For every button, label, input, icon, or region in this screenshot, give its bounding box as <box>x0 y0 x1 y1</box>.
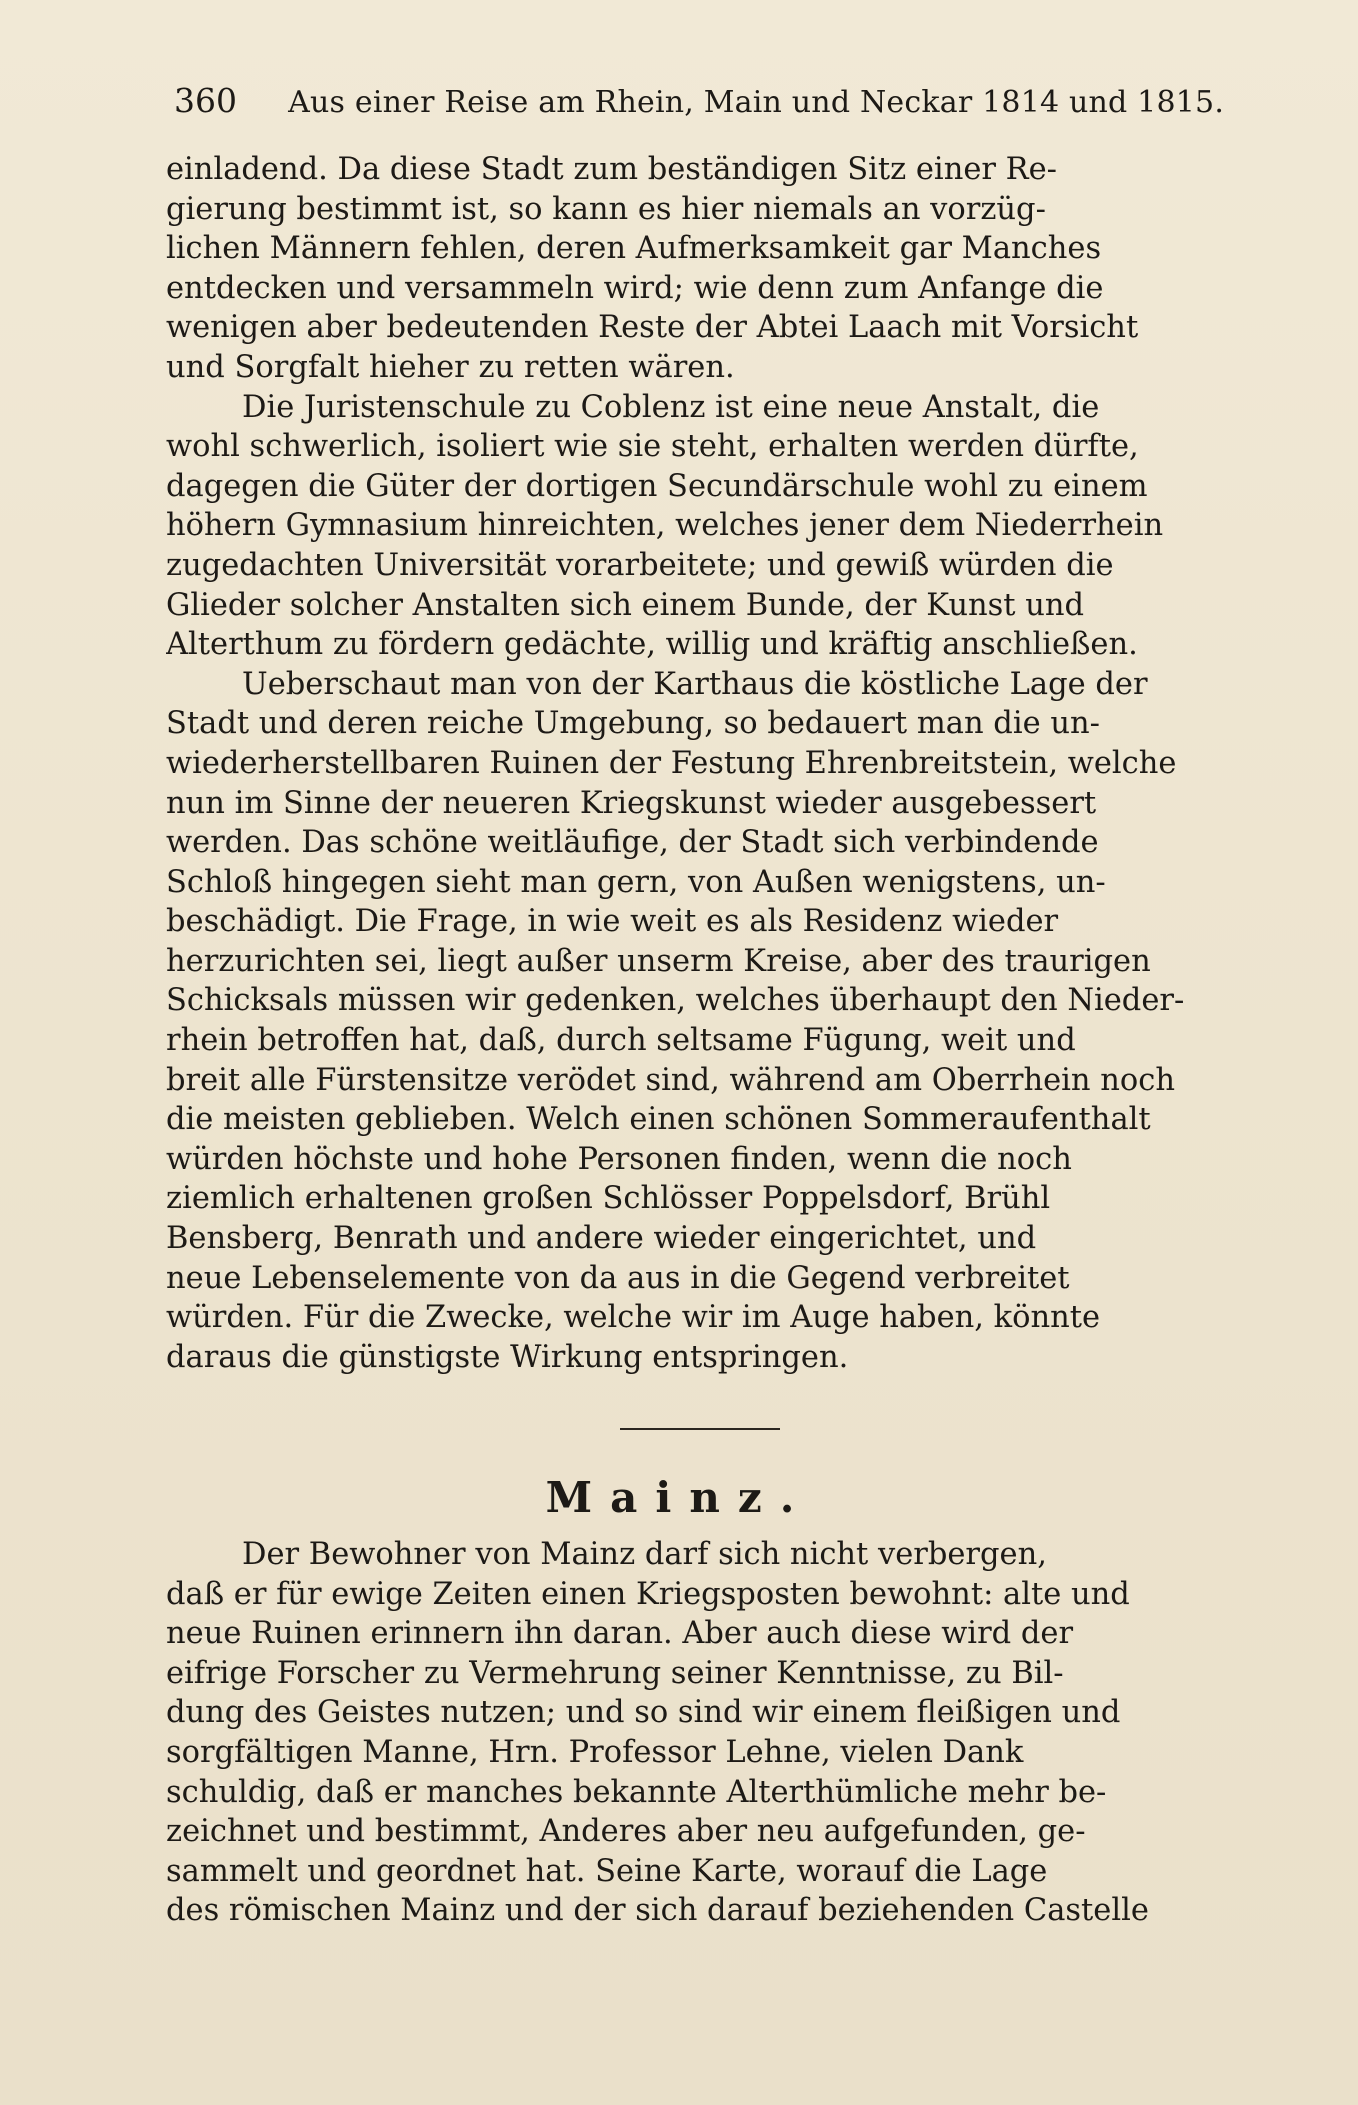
text-line: zugedachten Universität vorarbeitete; und gewiß würden die <box>166 547 1114 583</box>
text-line: Bensberg, Benrath und andere wieder eingerichtet, und <box>166 1221 1037 1257</box>
text-line: beschädigt. Die Frage, in wie weit es als Residenz wieder <box>166 904 1059 940</box>
text-line: neue Lebenselemente von da aus in die Gegend verbreitet <box>166 1260 1070 1296</box>
text-line: Schloß hingegen sieht man gern, von Außen wenigstens, un- <box>166 864 1106 900</box>
text-line: wohl schwerlich, isoliert wie sie steht, erhalten werden dürfte, <box>166 429 1139 465</box>
text-line: ziemlich erhaltenen großen Schlösser Poppelsdorf, Brühl <box>166 1181 1051 1217</box>
text-line: neue Ruinen erinnern ihn daran. Aber auch diese wird der <box>166 1616 1074 1652</box>
text-line: rhein betroffen hat, daß, durch seltsame Fügung, weit und <box>166 1023 1076 1059</box>
text-line: einladend. Da diese Stadt zum beständigen Sitz einer Re- <box>166 152 1057 187</box>
page-number: 360 <box>174 81 237 120</box>
text-line: Die Juristenschule zu Coblenz ist eine neue Anstalt, die <box>242 389 1100 425</box>
text-line: werden. Das schöne weitläufige, der Stadt sich verbindende <box>166 825 1099 861</box>
section-title: Mainz. <box>545 1473 813 1522</box>
text-line: würden höchste und hohe Personen finden, wenn die noch <box>166 1141 1072 1177</box>
running-head: Aus einer Reise am Rhein, Main und Neckar 1814 und 1815. <box>288 85 1225 120</box>
text-line: breit alle Fürstensitze verödet sind, während am Oberrhein noch <box>166 1062 1175 1098</box>
text-line: Stadt und deren reiche Umgebung, so bedauert man die un- <box>166 706 1100 742</box>
text-line: eifrige Forscher zu Vermehrung seiner Kenntnisse, zu Bil- <box>166 1655 1064 1691</box>
page-header <box>174 76 1244 126</box>
text-line: nun im Sinne der neueren Kriegskunst wieder ausgebessert <box>166 785 1097 821</box>
text-line: wiederherstellbaren Ruinen der Festung Ehrenbreitstein, welche <box>166 745 1177 781</box>
body-text <box>166 150 1240 1377</box>
text-line: gierung bestimmt ist, so kann es hier niemals an vorzüg- <box>166 191 1046 227</box>
paragraph <box>166 1535 1240 1931</box>
paragraph <box>166 665 1240 1378</box>
text-line: wenigen aber bedeutenden Reste der Abtei Laach mit Vorsicht <box>166 310 1139 346</box>
text-line: zeichnet und bestimmt, Anderes aber neu aufgefunden, ge- <box>166 1814 1086 1850</box>
text-line: und Sorgfalt hieher zu retten wären. <box>166 349 735 385</box>
text-line: höhern Gymnasium hinreichten, welches jener dem Niederrhein <box>166 508 1164 544</box>
text-line: sammelt und geordnet hat. Seine Karte, worauf die Lage <box>166 1853 1048 1889</box>
text-line: lichen Männern fehlen, deren Aufmerksamkeit gar Manches <box>166 231 1102 267</box>
text-line: die meisten geblieben. Welch einen schönen Sommeraufenthalt <box>166 1102 1151 1138</box>
paragraph <box>166 388 1240 665</box>
section-body-text <box>166 1535 1240 1931</box>
text-line: Ueberschaut man von der Karthaus die köstliche Lage der <box>242 666 1148 702</box>
text-line: entdecken und versammeln wird; wie denn zum Anfange die <box>166 270 1104 306</box>
text-line: Der Bewohner von Mainz darf sich nicht verbergen, <box>242 1537 1047 1572</box>
text-line: Glieder solcher Anstalten sich einem Bunde, der Kunst und <box>166 587 1085 623</box>
text-line: daß er für ewige Zeiten einen Kriegsposten bewohnt: alte und <box>166 1576 1130 1612</box>
text-line: daraus die günstigste Wirkung entspringen. <box>166 1339 849 1375</box>
text-line: sorgfältigen Manne, Hrn. Professor Lehne, vielen Dank <box>166 1734 1024 1770</box>
text-line: des römischen Mainz und der sich darauf beziehenden Castelle <box>166 1893 1149 1929</box>
text-line: herzurichten sei, liegt außer unserm Kreise, aber des traurigen <box>166 943 1151 979</box>
text-line: Alterthum zu fördern gedächte, willig und kräftig anschließen. <box>166 627 1138 663</box>
text-line: Schicksals müssen wir gedenken, welches überhaupt den Nieder- <box>166 983 1185 1019</box>
text-line: dagegen die Güter der dortigen Secundärschule wohl zu einem <box>166 468 1148 504</box>
text-line: dung des Geistes nutzen; und so sind wir einem fleißigen und <box>166 1695 1121 1731</box>
paragraph <box>166 150 1240 388</box>
text-line: schuldig, daß er manches bekannte Alterthümliche mehr be- <box>166 1774 1107 1810</box>
text-line: würden. Für die Zwecke, welche wir im Auge haben, könnte <box>166 1300 1101 1336</box>
section-divider <box>620 1428 780 1430</box>
